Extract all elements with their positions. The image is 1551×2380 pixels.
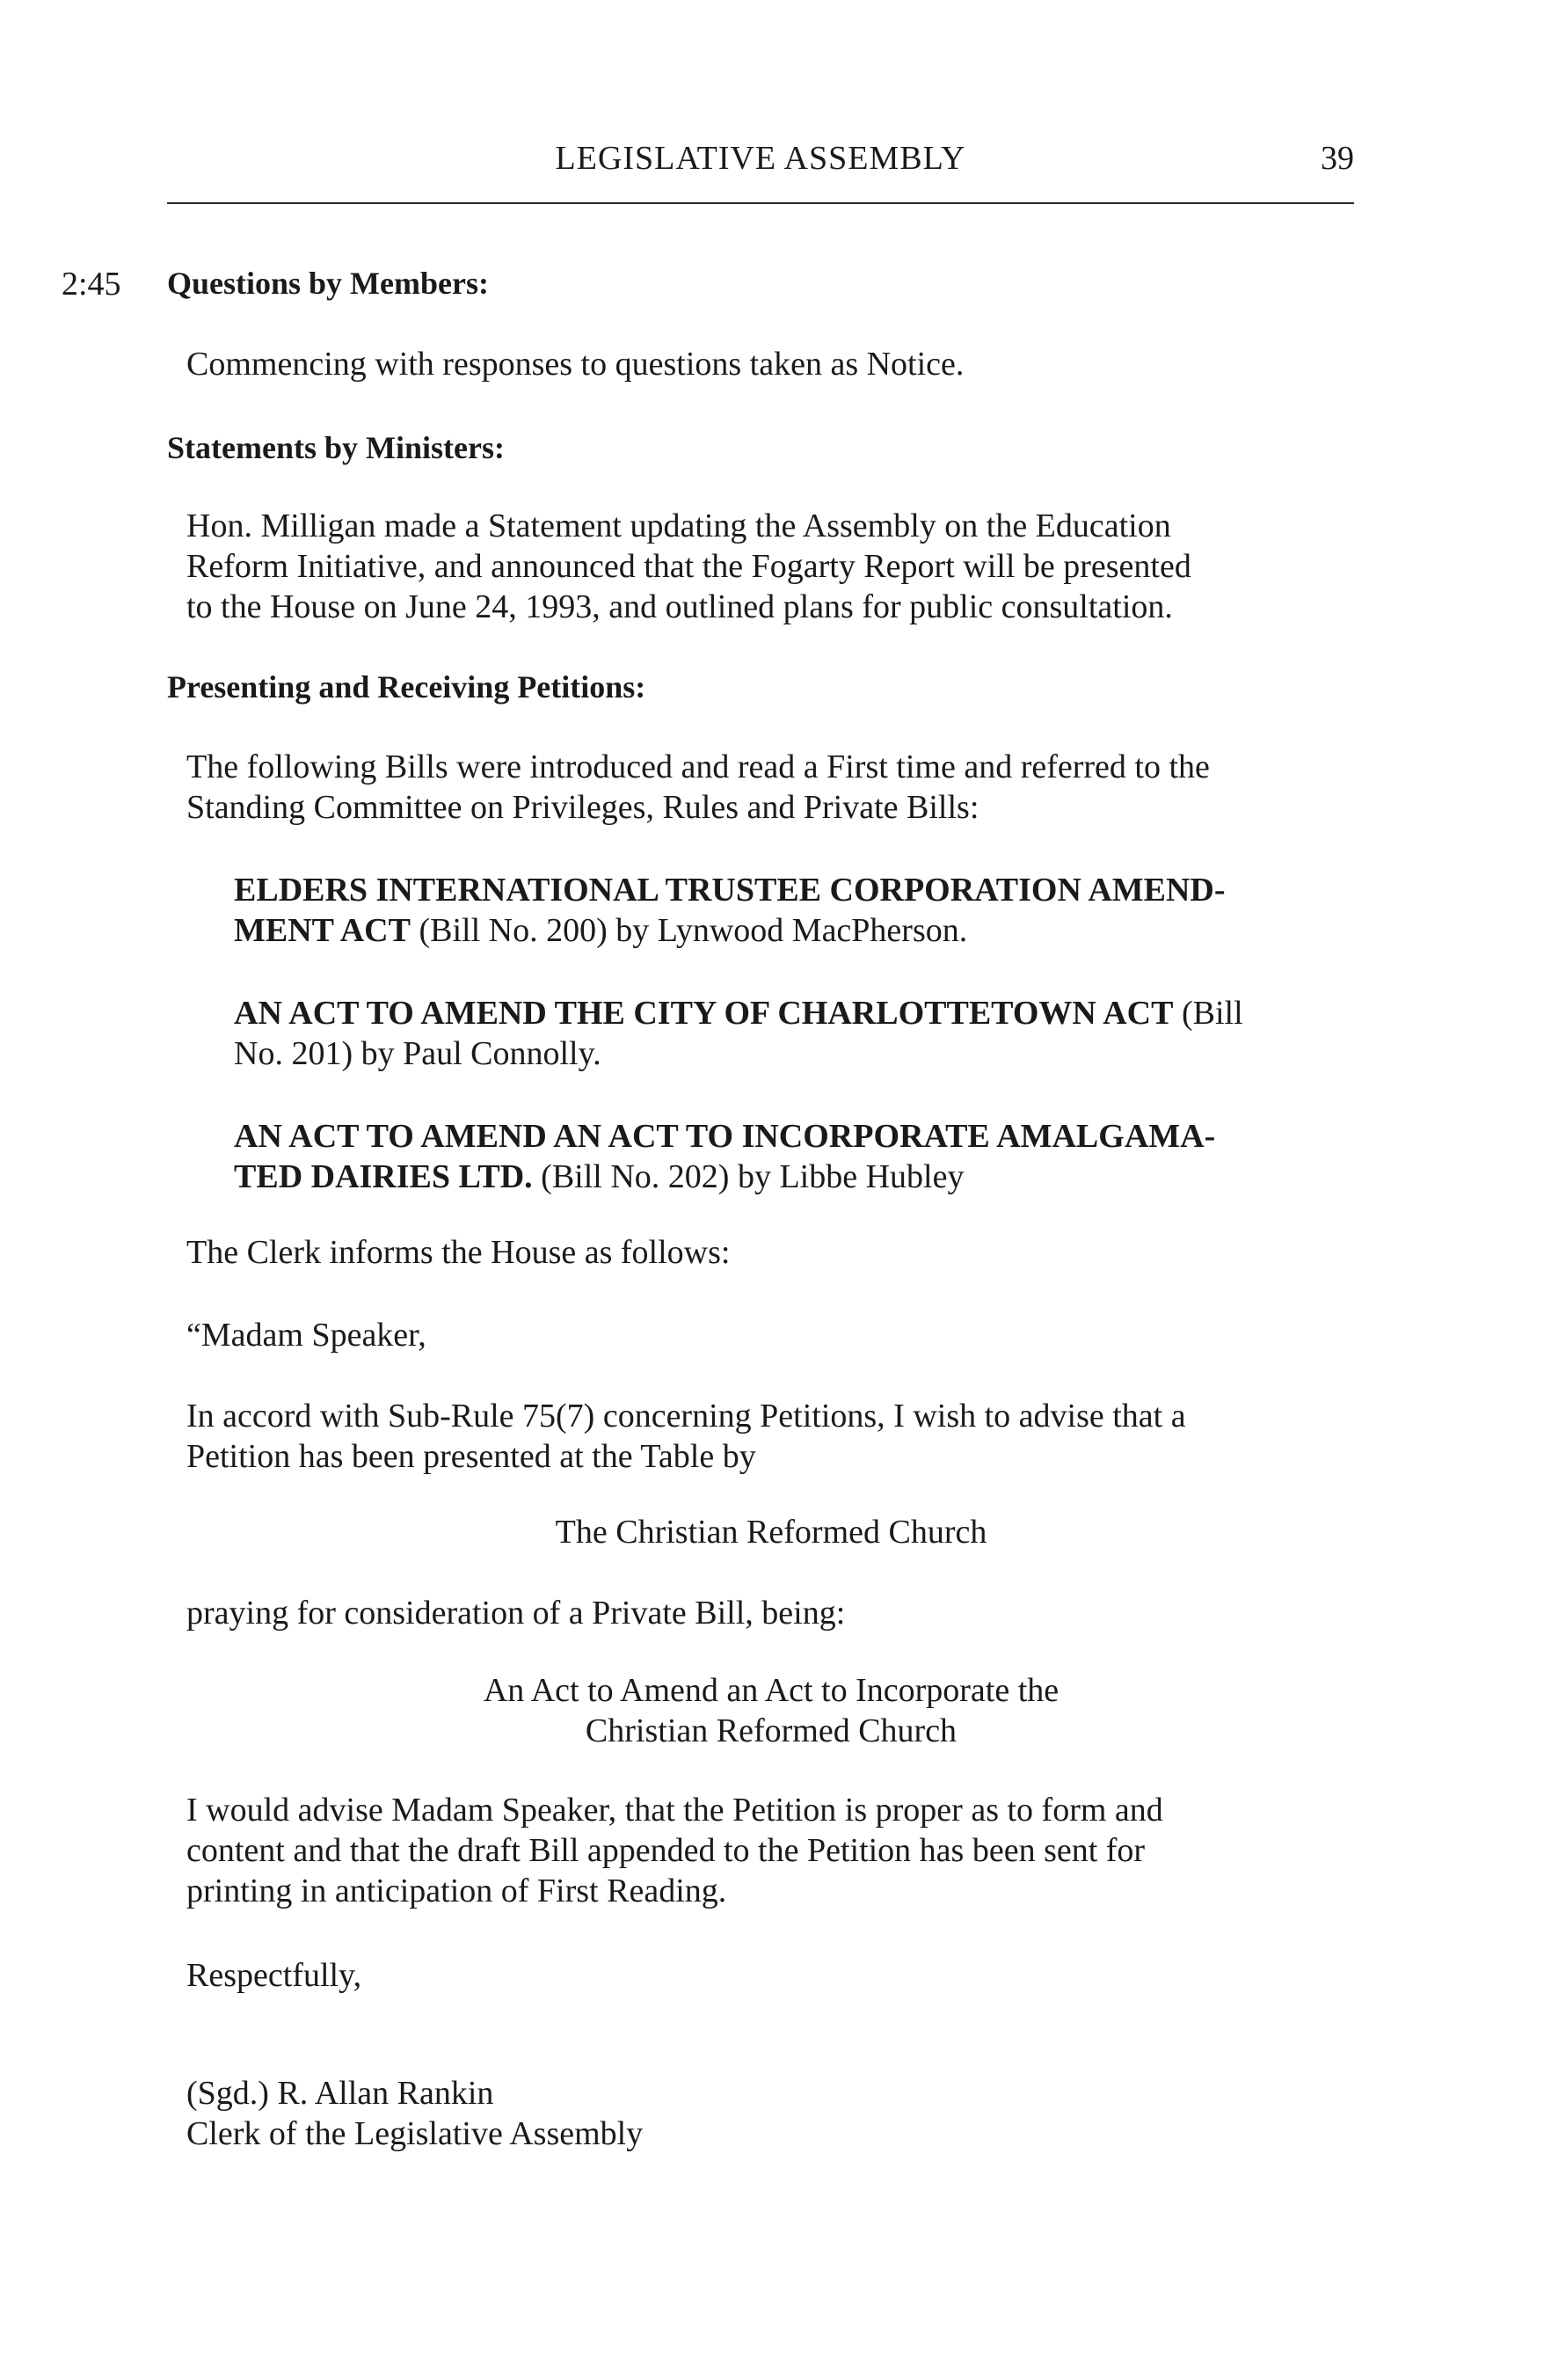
bill-201-details-part1: (Bill [1173,995,1243,1032]
bill-202-details: (Bill No. 202) by Libbe Hubley [532,1158,965,1195]
questions-text: Commencing with responses to questions taken as Notice. [186,346,965,383]
bill-202-line1 [234,1115,1215,1157]
petitions-intro-line: The following Bills were introduced and read a First time and referred to the [186,748,1210,785]
bill-202-title-part1: AN ACT TO AMEND AN ACT TO INCORPORATE AMALGAMA- [234,1118,1216,1155]
statements-heading: Statements by Ministers: [167,430,505,465]
signature-name: (Sgd.) R. Allan Rankin [186,2075,494,2112]
salutation: “Madam Speaker, [186,1317,426,1354]
petitions-intro-line: Standing Committee on Privileges, Rules and Private Bills: [186,789,979,826]
bill-200-line2 [234,909,967,952]
closing: Respectfully, [186,1957,362,1994]
clerk-advice-line: I would advise Madam Speaker, that the Petition is proper as to form and [186,1792,1163,1829]
bill-201-line2 [234,1033,601,1075]
statement-line: to the House on June 24, 1993, and outlined plans for public consultation. [186,588,1173,625]
bill-200-title-part1: ELDERS INTERNATIONAL TRUSTEE CORPORATION AMEND- [234,872,1226,909]
bill-201-title: AN ACT TO AMEND THE CITY OF CHARLOTTETOWN ACT [234,995,1174,1032]
clerk-advice-line: printing in anticipation of First Reading. [186,1873,727,1909]
bill-201-line1 [234,992,1243,1034]
clerk-paragraph-line: Petition has been presented at the Table by [186,1438,756,1475]
signature-title: Clerk of the Legislative Assembly [186,2115,644,2152]
running-title: LEGISLATIVE ASSEMBLY [555,140,966,177]
bill-201-details-part2: No. 201) by Paul Connolly. [234,1035,601,1072]
praying-line: praying for consideration of a Private Bill, being: [186,1595,846,1632]
statement-line: Reform Initiative, and announced that the Fogarty Report will be presented [186,548,1191,585]
bill-200-line1 [234,869,1226,911]
private-bill-title-line: Christian Reformed Church [585,1712,958,1749]
bill-202-title-part2: TED DAIRIES LTD. [234,1158,533,1195]
page-number: 39 [1321,140,1354,177]
time-marker: 2:45 [62,266,121,303]
bill-202-line2 [234,1156,964,1198]
header-rule [167,202,1354,204]
statement-line: Hon. Milligan made a Statement updating the Assembly on the Education [186,507,1171,544]
private-bill-title-line: An Act to Amend an Act to Incorporate the [483,1672,1059,1709]
clerk-advice-line: content and that the draft Bill appended to the Petition has been sent for [186,1832,1146,1869]
petitions-heading: Presenting and Receiving Petitions: [167,669,646,705]
clerk-intro: The Clerk informs the House as follows: [186,1234,731,1271]
page-header [167,132,1354,185]
bill-200-title-part2: MENT ACT [234,912,411,949]
clerk-paragraph-line: In accord with Sub-Rule 75(7) concerning Petitions, I wish to advise that a [186,1398,1186,1435]
questions-heading: Questions by Members: [167,266,489,301]
bill-200-details: (Bill No. 200) by Lynwood MacPherson. [410,912,968,949]
petitioner-name: The Christian Reformed Church [555,1514,987,1551]
